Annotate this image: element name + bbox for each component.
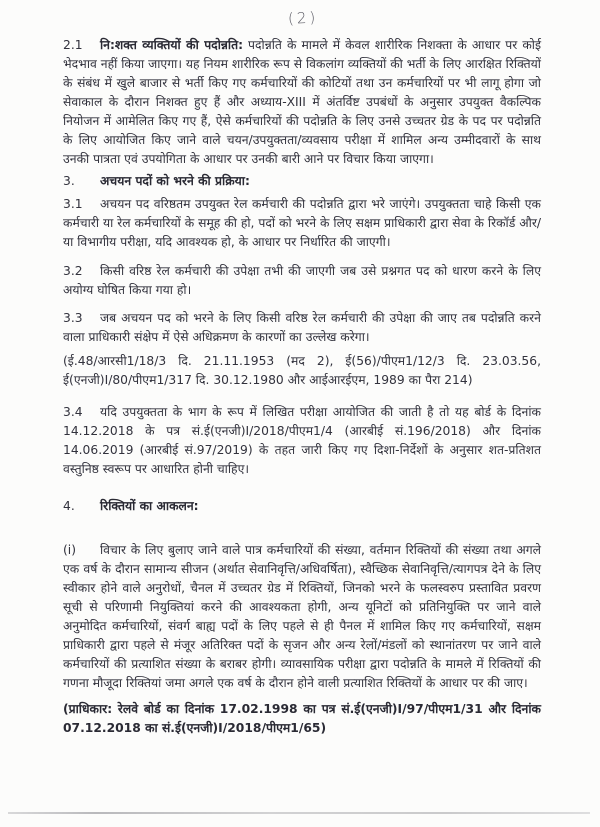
- para-3-1: [63, 195, 541, 252]
- para-i-text: विचार के लिए बुलाए जाने वाले पात्र कर्मचारियों की संख्या, वर्तमान रिक्तियों की संख्या तथा अगले एक वर्ष के दौरान सामान्य सीजन (अर्थात सेवानिवृत्ति/अधिवर्षिता), स्वैच्छिक सेवानिवृत्ति/त्यागपत्र देने के लिए स्वीकार होने वाले अनुरोधों, चैनल में उच्चतर ग्रेड में रिक्तियों, जिनको भरने के फलस्वरुप प्रस्तावित प्रवरण सूची से परिणामी नियुक्तियां करने की आवश्यकता होगी, अन्य यूनिटों को प्रतिनियुक्ति पर जाने वाले अनुमोदित कर्मचारियों, संवर्ग बाह्य पदों के लिए पहले से ही पैनल में शामिल किए गए कर्मचारियों, सक्षम प्राधिकारी द्वारा पहले से मंजूर अतिरिक्त पदों के सृजन और अन्य रेलों/मंडलों को स्थानांतरण पर जाने वाले कर्मचारियों की प्रत्याशित संख्या के बराबर होगी। व्यावसायिक परीक्षा द्वारा पदोन्नति के मामले में रिक्तियों की गणना मौजूदा रिक्तियां जमा अगले एक वर्ष के दौरान होने वाली प्रत्याशित रिक्तियों के आधार पर की जाए।: [63, 543, 541, 690]
- section-3-title: अचयन पदों को भरने की प्रक्रिया:: [100, 174, 250, 188]
- authority-citation-text: (प्राधिकार: रेलवे बोर्ड का दिनांक 17.02.1998 का पत्र सं.ई(एनजी)I/97/पीएम1/31 और दिनांक 07.12.2018 का सं.ई(एनजी)I/2018/पीएम1/65): [63, 702, 541, 735]
- handwritten-page-number: (2): [287, 8, 319, 28]
- para-2-1: [63, 36, 541, 169]
- section-4-title: रिक्तियों का आकलन:: [100, 499, 199, 513]
- section-4-heading: [63, 497, 541, 516]
- authority-citation: [63, 700, 541, 738]
- para-2-1-number: 2.1: [63, 38, 83, 52]
- para-3-1-number: 3.1: [63, 197, 83, 211]
- para-3-2-text: किसी वरिष्ठ रेल कर्मचारी की उपेक्षा तभी की जाएगी जब उसे प्रश्नगत पद को धारण करने के लिए अयोग्य घोषित किया गया हो।: [63, 264, 541, 297]
- para-3-3: [63, 309, 541, 347]
- para-3-4-number: 3.4: [63, 405, 83, 419]
- paper-bottom-scan-edge: [8, 812, 590, 814]
- para-3-4-text: यदि उपयुक्तता के भाग के रूप में लिखित परीक्षा आयोजित की जाती है तो यह बोर्ड के दिनांक 14.12.2018 के पत्र सं.ई(एनजी)I/2018/पीएम1/4 (आरबीई सं.196/2018) और दिनांक 14.06.2019 (आरबीई सं.97/2019) के तहत जारी किए गए दिशा-निर्देशों के अनुसार शत-प्रतिशत वस्तुनिष्ठ स्वरूप पर आधारित होनी चाहिए।: [63, 405, 541, 476]
- section-3-number: 3.: [63, 174, 75, 188]
- reference-citation-3-text: (ई.48/आरसी1/18/3 दि. 21.11.1953 (मद 2), ई(56)/पीएम1/12/3 दि. 23.03.56, ई(एनजी)I/80/पीएम1/317 दि. 30.12.1980 और आईआरईएम, 1989 का पैरा 214): [63, 354, 541, 387]
- reference-citation-3: [63, 352, 541, 390]
- section-4-number: 4.: [63, 499, 75, 513]
- para-3-4: [63, 403, 541, 479]
- document-body: [63, 36, 541, 738]
- para-2-1-text: पदोन्नति के मामले में केवल शारीरिक निशक्ता के आधार पर कोई भेदभाव नहीं किया जाएगा। यह नियम शारीरिक रूप से विकलांग व्यक्तियों की भर्ती के लिए आरक्षित रिक्तियों के संबंध में खुले बाजार से भर्ती किए गए कर्मचारियों की कोटियों तथा उन कर्मचारियों पर भी लागू होगा जो सेवाकाल के दौरान निशक्त हुए हैं और अध्याय-XIII में अंतर्विष्ट उपबंधों के अनुसार उपयुक्त वैकल्पिक नियोजन में आमेलित किए गए हैं, ऐसे कर्मचारियों की पदोन्नति के लिए उनसे उच्चतर ग्रेड के पद पर पदोन्नति के लिए आयोजित किए जाने वाले चयन/उपयुक्तता/व्यवसाय परीक्षा में शामिल अन्य उम्मीदवारों के साथ उनकी पात्रता एवं उपयोगिता के आधार पर उनकी बारी आने पर विचार किया जाएगा।: [63, 38, 541, 166]
- section-3-heading: [63, 172, 541, 191]
- para-i-number: (i): [63, 543, 77, 557]
- para-3-2-number: 3.2: [63, 264, 83, 278]
- para-2-1-bold-lead: नि:शक्त व्यक्तियों की पदोन्नति:: [100, 38, 244, 52]
- para-3-1-text: अचयन पद वरिष्ठतम उपयुक्त रेल कर्मचारी की पदोन्नति द्वारा भरे जाएंगे। उपयुक्तता चाहे किसी एक कर्मचारी या रेल कर्मचारियों के समूह की हो, पदों को भरने के लिए सक्षम प्राधिकारी द्वारा सेवा के रिकॉर्ड और/या विभागीय परीक्षा, यदि आवश्यक हो, के आधार पर निर्धारित की जाएगी।: [63, 197, 541, 249]
- para-3-2: [63, 262, 541, 300]
- para-3-3-text: जब अचयन पद को भरने के लिए किसी वरिष्ठ रेल कर्मचारी की उपेक्षा की जाए तब पदोन्नति करने वाला प्राधिकारी संक्षेप में ऐसे अधिक्रमण के कारणों का उल्लेख करेगा।: [63, 311, 541, 344]
- para-i: [63, 541, 541, 693]
- para-3-3-number: 3.3: [63, 311, 83, 325]
